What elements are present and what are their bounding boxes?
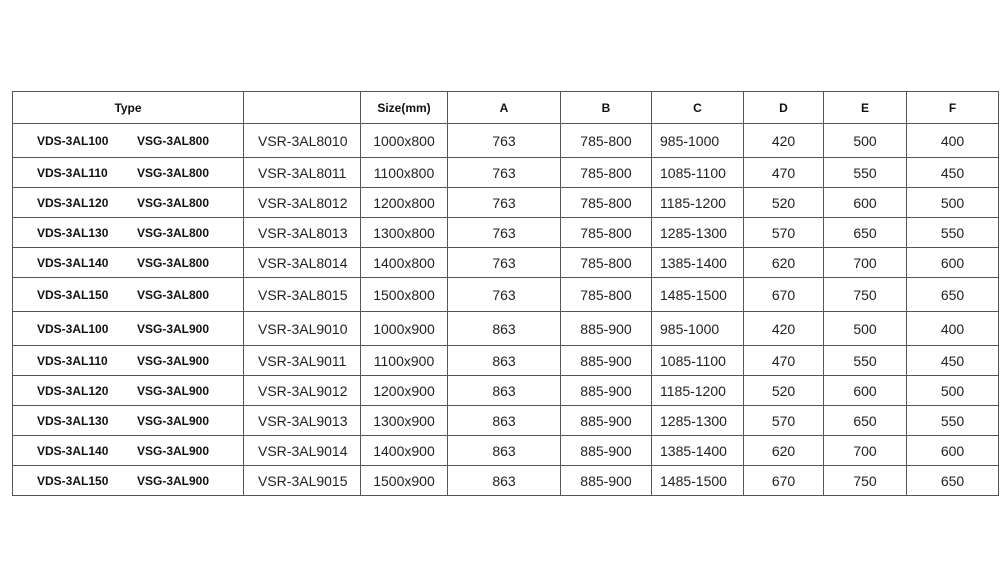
cell-vsr: VSR-3AL9010 [244, 312, 361, 346]
header-f: F [907, 92, 999, 124]
vsg-model: VSG-3AL900 [137, 383, 210, 398]
cell-c: 985-1000 [652, 124, 744, 158]
vds-model: VDS-3AL150 [37, 287, 109, 302]
vsg-model: VSG-3AL800 [137, 255, 210, 270]
cell-c: 1085-1100 [652, 346, 744, 376]
table-row [13, 158, 999, 188]
cell-e: 700 [824, 248, 907, 278]
vsg-model: VSG-3AL800 [137, 165, 210, 180]
cell-f: 450 [907, 158, 999, 188]
table-row [13, 278, 999, 312]
cell-size: 1500x800 [361, 278, 448, 312]
cell-a: 863 [448, 376, 561, 406]
cell-e: 650 [824, 406, 907, 436]
vds-model: VDS-3AL110 [37, 165, 108, 180]
cell-vsr: VSR-3AL8012 [244, 188, 361, 218]
cell-size: 1500x900 [361, 466, 448, 496]
table-row [13, 376, 999, 406]
cell-b: 885-900 [561, 312, 652, 346]
cell-f: 650 [907, 466, 999, 496]
header-b: B [561, 92, 652, 124]
cell-f: 550 [907, 218, 999, 248]
cell-size: 1100x800 [361, 158, 448, 188]
vds-model: VDS-3AL130 [37, 225, 109, 240]
vsg-model: VSG-3AL800 [137, 287, 210, 302]
cell-c: 985-1000 [652, 312, 744, 346]
table-row [13, 124, 999, 158]
cell-a: 763 [448, 158, 561, 188]
table-row [13, 436, 999, 466]
vds-model: VDS-3AL150 [37, 473, 109, 488]
type-cell [13, 406, 244, 436]
cell-size: 1200x800 [361, 188, 448, 218]
cell-e: 750 [824, 278, 907, 312]
cell-c: 1285-1300 [652, 406, 744, 436]
table-row [13, 218, 999, 248]
vds-model: VDS-3AL120 [37, 195, 109, 210]
cell-f: 600 [907, 436, 999, 466]
cell-c: 1485-1500 [652, 466, 744, 496]
type-cell [13, 248, 244, 278]
cell-b: 785-800 [561, 248, 652, 278]
vsg-model: VSG-3AL800 [137, 225, 210, 240]
cell-c: 1385-1400 [652, 248, 744, 278]
cell-d: 470 [744, 158, 824, 188]
header-row [13, 92, 999, 124]
cell-a: 863 [448, 406, 561, 436]
type-cell [13, 466, 244, 496]
cell-d: 570 [744, 406, 824, 436]
header-e: E [824, 92, 907, 124]
type-cell [13, 312, 244, 346]
cell-b: 785-800 [561, 278, 652, 312]
vds-model: VDS-3AL100 [37, 133, 109, 148]
header-c: C [652, 92, 744, 124]
vds-model: VDS-3AL120 [37, 383, 109, 398]
cell-e: 500 [824, 312, 907, 346]
header-d: D [744, 92, 824, 124]
vds-model: VDS-3AL140 [37, 443, 109, 458]
cell-vsr: VSR-3AL8011 [244, 158, 361, 188]
cell-b: 885-900 [561, 406, 652, 436]
type-cell [13, 218, 244, 248]
vsg-model: VSG-3AL800 [137, 195, 210, 210]
cell-e: 750 [824, 466, 907, 496]
table-row [13, 312, 999, 346]
cell-a: 863 [448, 436, 561, 466]
cell-f: 600 [907, 248, 999, 278]
table-row [13, 248, 999, 278]
cell-a: 863 [448, 346, 561, 376]
vds-model: VDS-3AL140 [37, 255, 109, 270]
cell-size: 1200x900 [361, 376, 448, 406]
cell-vsr: VSR-3AL9015 [244, 466, 361, 496]
header-blank [244, 92, 361, 124]
cell-vsr: VSR-3AL8014 [244, 248, 361, 278]
cell-size: 1400x800 [361, 248, 448, 278]
header-a: A [448, 92, 561, 124]
cell-f: 450 [907, 346, 999, 376]
cell-b: 885-900 [561, 346, 652, 376]
vds-model: VDS-3AL110 [37, 353, 108, 368]
type-cell [13, 158, 244, 188]
cell-e: 550 [824, 346, 907, 376]
cell-b: 785-800 [561, 158, 652, 188]
cell-size: 1100x900 [361, 346, 448, 376]
cell-d: 570 [744, 218, 824, 248]
cell-c: 1285-1300 [652, 218, 744, 248]
vsg-model: VSG-3AL900 [137, 353, 210, 368]
type-cell [13, 188, 244, 218]
cell-c: 1485-1500 [652, 278, 744, 312]
cell-a: 763 [448, 278, 561, 312]
type-cell [13, 436, 244, 466]
cell-c: 1085-1100 [652, 158, 744, 188]
cell-a: 863 [448, 466, 561, 496]
table-row [13, 188, 999, 218]
cell-b: 885-900 [561, 466, 652, 496]
cell-f: 550 [907, 406, 999, 436]
cell-c: 1385-1400 [652, 436, 744, 466]
vsg-model: VSG-3AL900 [137, 413, 210, 428]
type-cell [13, 346, 244, 376]
cell-a: 763 [448, 248, 561, 278]
type-cell [13, 278, 244, 312]
table-row [13, 466, 999, 496]
vds-model: VDS-3AL130 [37, 413, 109, 428]
cell-f: 400 [907, 312, 999, 346]
cell-d: 620 [744, 436, 824, 466]
cell-a: 863 [448, 312, 561, 346]
cell-f: 500 [907, 188, 999, 218]
cell-b: 885-900 [561, 376, 652, 406]
table-row [13, 346, 999, 376]
cell-size: 1300x900 [361, 406, 448, 436]
cell-vsr: VSR-3AL9013 [244, 406, 361, 436]
cell-vsr: VSR-3AL9011 [244, 346, 361, 376]
cell-b: 885-900 [561, 436, 652, 466]
vsg-model: VSG-3AL800 [137, 133, 210, 148]
cell-e: 600 [824, 188, 907, 218]
cell-e: 600 [824, 376, 907, 406]
cell-e: 650 [824, 218, 907, 248]
cell-e: 550 [824, 158, 907, 188]
cell-size: 1300x800 [361, 218, 448, 248]
cell-d: 520 [744, 376, 824, 406]
cell-a: 763 [448, 188, 561, 218]
cell-vsr: VSR-3AL8010 [244, 124, 361, 158]
cell-d: 520 [744, 188, 824, 218]
vsg-model: VSG-3AL900 [137, 443, 210, 458]
cell-e: 500 [824, 124, 907, 158]
cell-a: 763 [448, 218, 561, 248]
cell-e: 700 [824, 436, 907, 466]
cell-vsr: VSR-3AL8013 [244, 218, 361, 248]
type-cell [13, 124, 244, 158]
cell-f: 650 [907, 278, 999, 312]
cell-f: 500 [907, 376, 999, 406]
cell-b: 785-800 [561, 124, 652, 158]
cell-b: 785-800 [561, 218, 652, 248]
cell-d: 470 [744, 346, 824, 376]
vsg-model: VSG-3AL900 [137, 473, 210, 488]
cell-f: 400 [907, 124, 999, 158]
cell-vsr: VSR-3AL8015 [244, 278, 361, 312]
spec-table [12, 91, 999, 496]
cell-size: 1400x900 [361, 436, 448, 466]
cell-vsr: VSR-3AL9014 [244, 436, 361, 466]
cell-b: 785-800 [561, 188, 652, 218]
cell-d: 670 [744, 466, 824, 496]
cell-d: 670 [744, 278, 824, 312]
cell-c: 1185-1200 [652, 376, 744, 406]
cell-size: 1000x800 [361, 124, 448, 158]
cell-d: 620 [744, 248, 824, 278]
cell-c: 1185-1200 [652, 188, 744, 218]
cell-size: 1000x900 [361, 312, 448, 346]
cell-vsr: VSR-3AL9012 [244, 376, 361, 406]
header-type: Type [13, 92, 244, 124]
vds-model: VDS-3AL100 [37, 321, 109, 336]
vsg-model: VSG-3AL900 [137, 321, 210, 336]
cell-d: 420 [744, 124, 824, 158]
cell-d: 420 [744, 312, 824, 346]
cell-a: 763 [448, 124, 561, 158]
header-size: Size(mm) [361, 92, 448, 124]
type-cell [13, 376, 244, 406]
table-row [13, 406, 999, 436]
